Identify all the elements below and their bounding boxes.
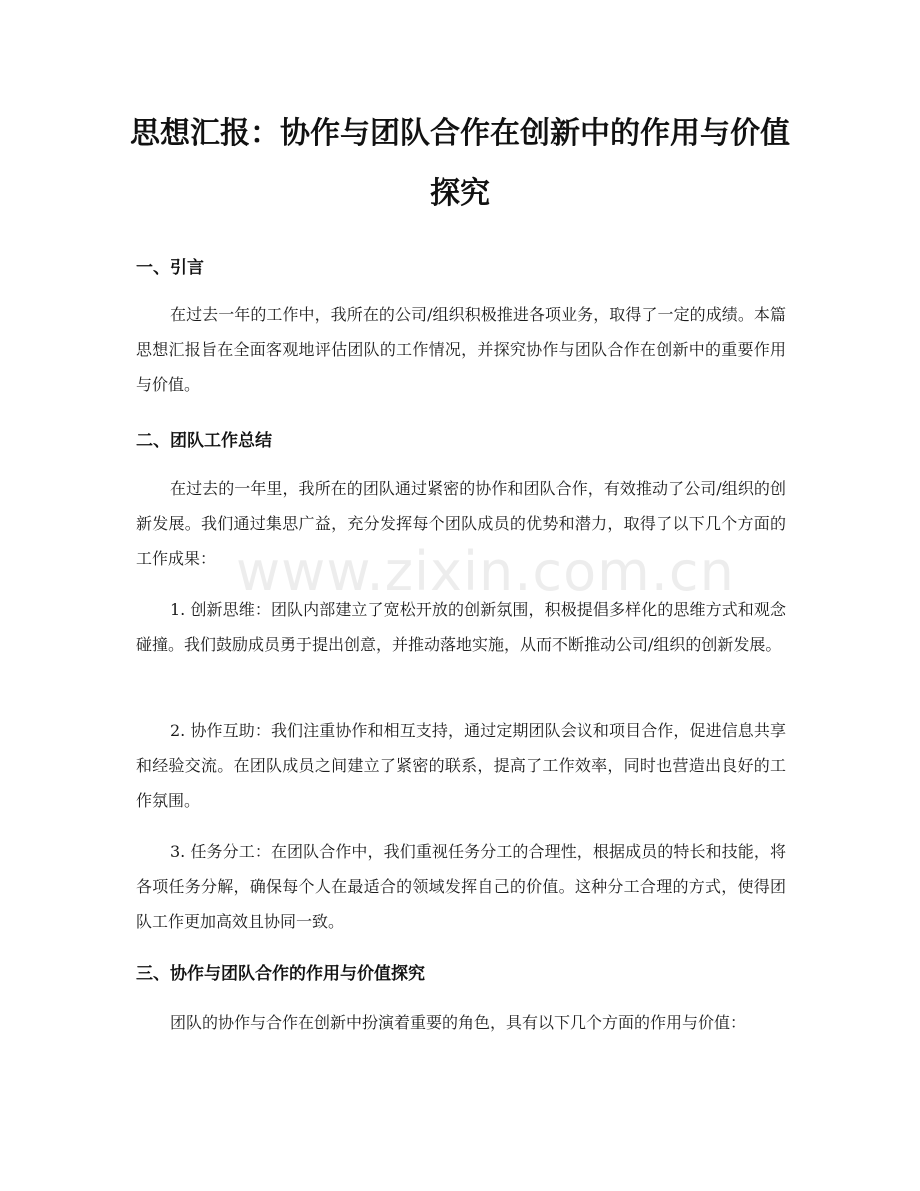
document-title: 思想汇报：协作与团队合作在创新中的作用与价值探究 [130, 116, 790, 211]
section-heading-value-exploration: 三、协作与团队合作的作用与价值探究 [136, 964, 425, 984]
paragraph-value-exploration: 团队的协作与合作在创新中扮演着重要的角色，具有以下几个方面的作用与价值： [170, 1013, 747, 1032]
section-heading-introduction: 一、引言 [136, 258, 204, 278]
list-item-task-division: 3. 任务分工：在团队合作中，我们重视任务分工的合理性，根据成员的特长和技能，将各项任务分解，确保每个人在最适合的领域发挥自己的价值。这种分工合理的方式，使得团队工作更加高效且协同一致。 [136, 842, 786, 931]
list-item-collaboration: 2. 协作互助：我们注重协作和相互支持，通过定期团队会议和项目合作，促进信息共享和经验交流。在团队成员之间建立了紧密的联系，提高了工作效率，同时也营造出良好的工作氛围。 [136, 721, 786, 810]
watermark-text: www.zixin.com.cn [236, 540, 735, 603]
paragraph-introduction: 在过去一年的工作中，我所在的公司/组织积极推进各项业务，取得了一定的成绩。本篇思想汇报旨在全面客观地评估团队的工作情况，并探究协作与团队合作在创新中的重要作用与价值。 [136, 305, 786, 394]
paragraph-team-summary: 在过去的一年里，我所在的团队通过紧密的协作和团队合作，有效推动了公司/组织的创新发展。我们通过集思广益，充分发挥每个团队成员的优势和潜力，取得了以下几个方面的工作成果： [136, 479, 786, 568]
section-heading-team-summary: 二、团队工作总结 [136, 431, 272, 451]
list-item-innovation-thinking: 1. 创新思维：团队内部建立了宽松开放的创新氛围，积极提倡多样化的思维方式和观念碰撞。我们鼓励成员勇于提出创意，并推动落地实施，从而不断推动公司/组织的创新发展。 [136, 600, 786, 654]
